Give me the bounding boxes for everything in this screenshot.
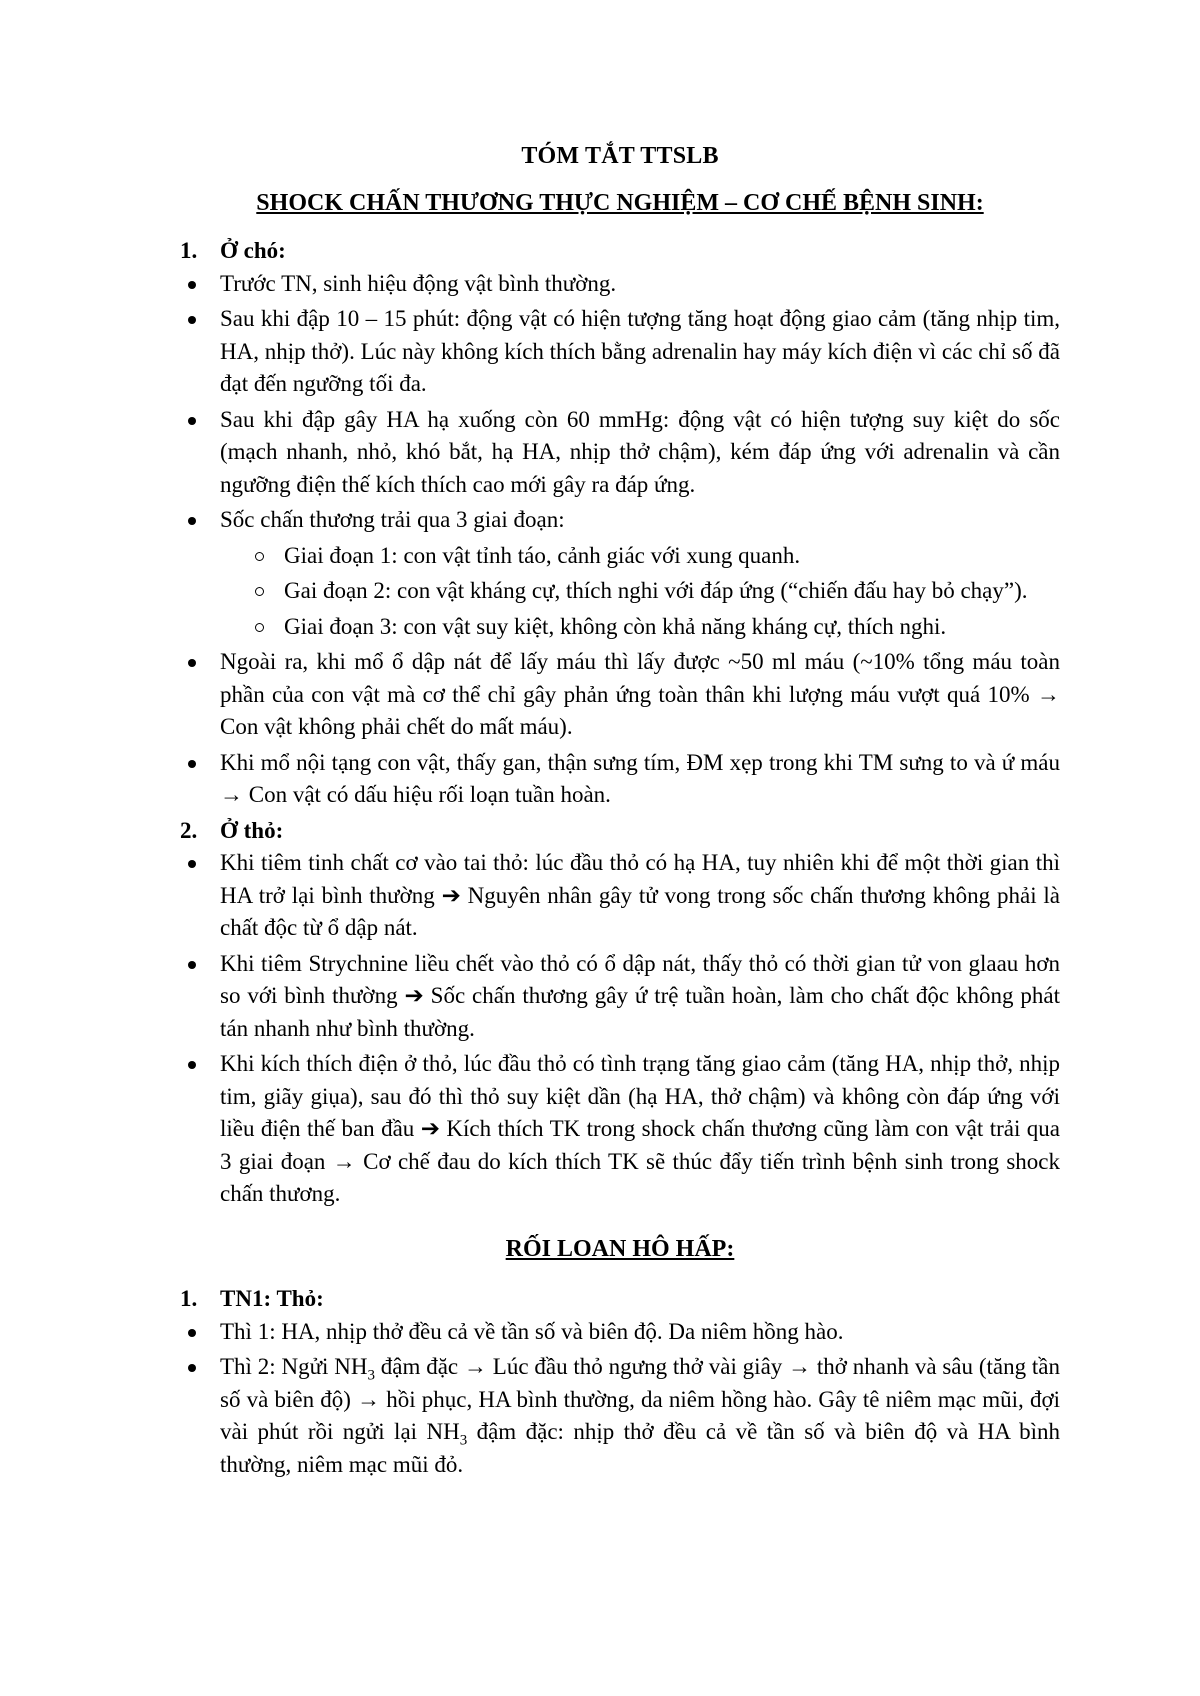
section-heading-shock: SHOCK CHẤN THƯƠNG THỰC NGHIỆM – CƠ CHẾ BỆNH SINH: — [256, 189, 984, 216]
text-segment: đậm đặc: nhịp thở đều cả về tần số và biên độ và HA bình thường, niêm mạc mũi đỏ. — [220, 1419, 1060, 1477]
sub-list-item — [180, 611, 1060, 644]
subscript: 3 — [367, 1367, 375, 1384]
list-item-text: Ngoài ra, khi mổ ổ dập nát để lấy máu thì lấy được ~50 ml máu (~10% tổng máu toàn phần của con vật mà cơ thể chỉ gây phản ứng toàn thân khi lượng máu vượt quá 10% → Con vật không phải chết do mất máu). — [220, 649, 1060, 739]
sub-list-item — [180, 540, 1060, 573]
subsection-number: 1. — [180, 238, 198, 263]
bullet-icon — [188, 1364, 196, 1372]
list-item — [180, 504, 1060, 537]
subsection-rabbit — [180, 815, 1060, 848]
hollow-bullet-icon — [255, 623, 264, 632]
list-item — [180, 747, 1060, 812]
list-item-text: Sau khi đập gây HA hạ xuống còn 60 mmHg: động vật có hiện tượng suy kiệt do sốc (mạch nhanh, nhỏ, khó bắt, hạ HA, nhịp thở chậm), kém đáp ứng với adrenalin và cần ngưỡng điện thế kích thích cao mới gây ra đáp ứng. — [220, 406, 1060, 497]
list-item-text: Khi tiêm tinh chất cơ vào tai thỏ: lúc đầu thỏ có hạ HA, tuy nhiên khi để một thời gian thì HA trở lại bình thường ➔ Nguyên nhân gây tử vong trong sốc chấn thương không phải là chất độc từ ổ dập nát. — [220, 850, 1060, 940]
list-item-text: Thì 1: HA, nhịp thở đều cả về tần số và biên độ. Da niêm hồng hào. — [220, 1318, 844, 1344]
subsection-experiment-1 — [180, 1283, 1060, 1316]
text-segment: Thì 2: Ngửi NH — [220, 1354, 368, 1379]
list-item — [180, 1351, 1060, 1481]
subsection-label: TN1: Thỏ: — [220, 1286, 324, 1311]
bullet-icon — [188, 1061, 196, 1069]
subsection-number: 2. — [180, 817, 198, 843]
list-item-text: Trước TN, sinh hiệu động vật bình thường. — [220, 270, 617, 296]
hollow-bullet-icon — [255, 552, 264, 561]
bullet-icon — [188, 281, 196, 289]
list-item-text: Sốc chấn thương trải qua 3 giai đoạn: — [220, 507, 565, 532]
sub-list-item-text: Giai đoạn 1: con vật tỉnh táo, cảnh giác với xung quanh. — [284, 542, 801, 568]
list-item — [180, 1316, 1060, 1349]
list-item — [180, 268, 1060, 301]
subscript: 3 — [459, 1432, 468, 1449]
bullet-icon — [188, 316, 196, 324]
list-item — [180, 847, 1060, 945]
bullet-icon — [188, 517, 196, 525]
list-item-text: Sau khi đập 10 – 15 phút: động vật có hiện tượng tăng hoạt động giao cảm (tăng nhịp tim, HA, nhịp thở). Lúc này không kích thích bằng adrenalin hay máy kích điện vì các chỉ số đã đạt đến ngưỡng tối đa. — [220, 306, 1060, 396]
list-item — [180, 948, 1060, 1046]
bullet-icon — [188, 659, 196, 667]
list-item — [180, 646, 1060, 744]
document-content — [180, 140, 1060, 1484]
subsection-label: Ở chó: — [220, 238, 286, 263]
hollow-bullet-icon — [255, 587, 264, 596]
section-heading-respiratory: RỐI LOAN HÔ HẤP: — [505, 1235, 735, 1262]
list-item — [180, 1048, 1060, 1211]
list-item-text — [220, 1354, 1060, 1477]
subsection-dog — [180, 235, 1060, 268]
bullet-icon — [188, 860, 196, 868]
bullet-icon — [188, 961, 196, 969]
list-item — [180, 303, 1060, 401]
bullet-icon — [188, 760, 196, 768]
sub-list-item-text: Giai đoạn 3: con vật suy kiệt, không còn khả năng kháng cự, thích nghi. — [284, 613, 947, 639]
sub-list-item-text: Gai đoạn 2: con vật kháng cự, thích nghi với đáp ứng (“chiến đấu hay bỏ chạy”). — [284, 578, 1028, 603]
list-item-text: Khi mổ nội tạng con vật, thấy gan, thận sưng tím, ĐM xẹp trong khi TM sưng to và ứ máu → Con vật có dấu hiệu rối loạn tuần hoàn. — [220, 749, 1060, 807]
text-segment: đậm đặc → Lúc đầu thỏ ngưng thở vài giây → thở nhanh và sâu (tăng tần số và biên độ) → hồi phục, HA bình thường, da niêm hồng hào. Gây tê niêm mạc mũi, đợi vài phút rồi ngửi lại NH — [220, 1354, 1061, 1444]
document-title: TÓM TẮT TTSLB — [521, 143, 719, 169]
list-item — [180, 404, 1060, 502]
list-item-text: Khi kích thích điện ở thỏ, lúc đầu thỏ có tình trạng tăng giao cảm (tăng HA, nhịp thở, nhịp tim, giãy giụa), sau đó thì thỏ suy kiệt dần (hạ HA, thở chậm) và không còn đáp ứng với liều điện thế ban đầu ➔ Kích thích TK trong shock chấn thương cũng làm con vật trải qua 3 giai đoạn → Cơ chế đau do kích thích TK sẽ thúc đẩy tiến trình bệnh sinh trong shock chấn thương. — [220, 1051, 1060, 1206]
subsection-label: Ở thỏ: — [220, 817, 284, 843]
subsection-number: 1. — [180, 1286, 198, 1311]
bullet-icon — [188, 1329, 196, 1337]
bullet-icon — [188, 417, 196, 425]
sub-list-item — [180, 575, 1060, 608]
list-item-text: Khi tiêm Strychnine liều chết vào thỏ có ổ dập nát, thấy thỏ có thời gian tử von glaau hơn so với bình thường ➔ Sốc chấn thương gây ứ trệ tuần hoàn, làm cho chất độc không phát tán nhanh như bình thường. — [220, 950, 1060, 1041]
